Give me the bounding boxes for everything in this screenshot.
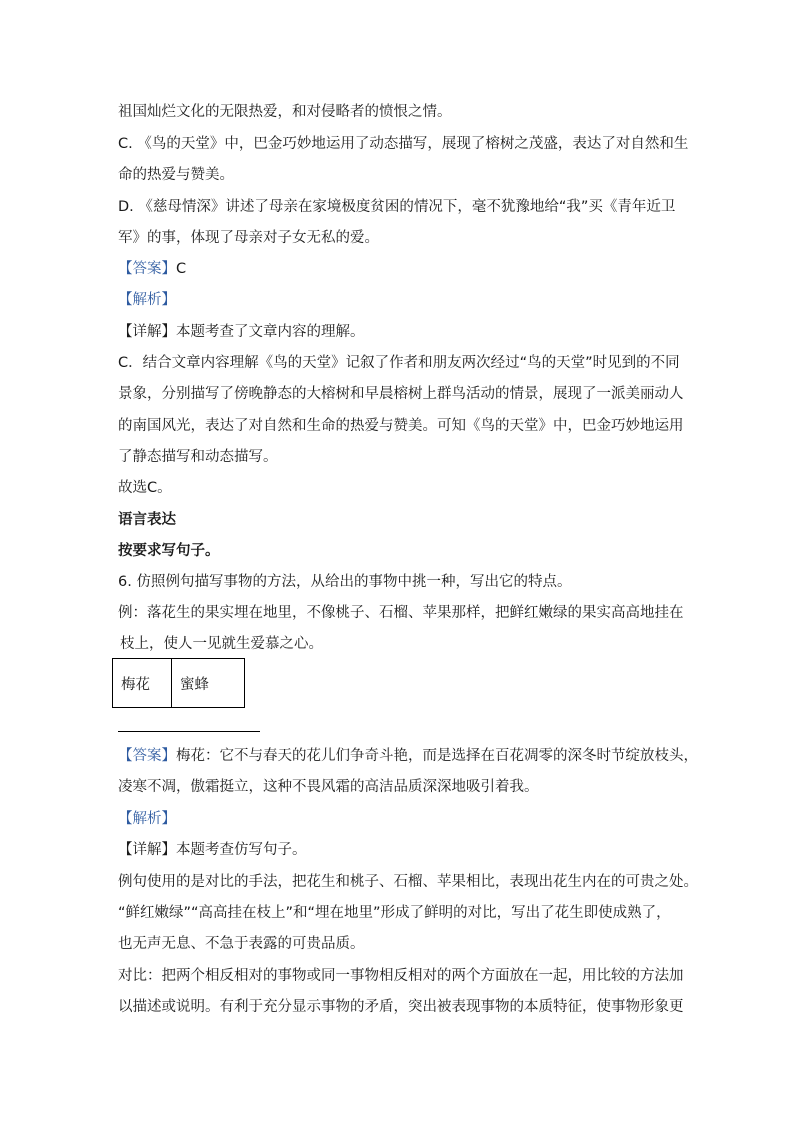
- text-line: [118, 777, 539, 797]
- choice-table: [112, 658, 245, 708]
- choice-cell: 蜜蜂: [172, 659, 245, 708]
- text-line: [118, 478, 172, 498]
- choice-cell: 梅花: [113, 659, 172, 708]
- line-text: D. 《慈母情深》讲述了母亲在家境极度贫困的情况下，毫不犹豫地给“我”买《青年近卫: [118, 199, 676, 215]
- line-text: C．结合文章内容理解《鸟的天堂》记叙了作者和朋友两次经过“鸟的天堂”时见到的不同: [118, 355, 680, 371]
- analysis-tag: 【解析】: [118, 292, 176, 308]
- option-c-line: [118, 134, 688, 154]
- analysis-tag: 【解析】: [118, 811, 176, 827]
- section-heading: [118, 510, 176, 530]
- option-d-line: [118, 197, 675, 217]
- text-line: [118, 997, 684, 1017]
- detail-line: [118, 322, 365, 342]
- answer-value: C: [176, 261, 187, 277]
- analysis-line: [118, 290, 176, 310]
- line-text: 的南国风光，表达了对自然和生命的热爱与赞美。可知《鸟的天堂》中，巴金巧妙地运用: [118, 418, 684, 434]
- answer-tag: 【答案】: [118, 261, 176, 277]
- text-line: [118, 416, 684, 436]
- line-text: 例句使用的是对比的手法，把花生和桃子、石榴、苹果相比，表现出花生内在的可贵之处。: [118, 874, 698, 890]
- analysis-line: [118, 809, 176, 829]
- text-line: [118, 165, 234, 185]
- line-text: 对比：把两个相反相对的事物或同一事物相反相对的两个方面放在一起，用比较的方法加: [118, 968, 684, 984]
- line-text: 例：落花生的果实埋在地里，不像桃子、石榴、苹果那样，把鲜红嫩绿的果实高高地挂在: [118, 605, 684, 621]
- text-line: [118, 447, 278, 467]
- heading-text: 按要求写句子。: [118, 543, 220, 559]
- line-text: 本题考查仿写句子。: [176, 842, 307, 858]
- text-line: [120, 634, 323, 654]
- line-text: 命的热爱与赞美。: [118, 167, 234, 183]
- line-text: 6. 仿照例句描写事物的方法，从给出的事物中挑一种，写出它的特点。: [118, 574, 572, 590]
- answer-tag: 【答案】: [118, 748, 176, 764]
- line-text: 祖国灿烂文化的无限热爱，和对侵略者的愤恨之情。: [118, 104, 452, 120]
- line-text: 故选C。: [118, 480, 172, 496]
- text-line: [118, 966, 684, 986]
- detail-tag: 【详解】: [118, 324, 176, 340]
- heading-text: 语言表达: [118, 512, 176, 528]
- table-row: [113, 659, 245, 708]
- text-line: [118, 102, 452, 122]
- line-text: 枝上，使人一见就生爱慕之心。: [120, 636, 323, 652]
- text-line: [118, 934, 365, 954]
- line-text: 本题考查了文章内容的理解。: [176, 324, 365, 340]
- line-text: 了静态描写和动态描写。: [118, 449, 278, 465]
- line-text: 也无声无息、不急于表露的可贵品质。: [118, 936, 365, 952]
- detail-tag: 【详解】: [118, 842, 176, 858]
- text-line: [118, 228, 379, 248]
- question-line: [118, 572, 571, 592]
- text-line: [118, 903, 671, 923]
- line-text: 以描述或说明。有利于充分显示事物的矛盾，突出被表现事物的本质特征，使事物形象更: [118, 999, 684, 1015]
- text-line: [118, 872, 698, 892]
- answer-line: [118, 259, 186, 279]
- answer-line: [118, 746, 698, 766]
- text-line: [118, 384, 684, 404]
- section-subheading: [118, 541, 220, 561]
- line-text: C. 《鸟的天堂》中，巴金巧妙地运用了动态描写，展现了榕树之茂盛，表达了对自然和生: [118, 136, 689, 152]
- line-text: 凌寒不凋，傲霜挺立，这种不畏风霜的高洁品质深深地吸引着我。: [118, 779, 539, 795]
- line-text: 军》的事，体现了母亲对子女无私的爱。: [118, 230, 379, 246]
- line-text: 景象，分别描写了傍晚静态的大榕树和早晨榕树上群鸟活动的情景，展现了一派美丽动人: [118, 386, 684, 402]
- example-line: [118, 603, 684, 623]
- answer-blank-line: [118, 731, 260, 732]
- text-line: [118, 353, 680, 373]
- line-text: “鲜红嫩绿”“高高挂在枝上”和“埋在地里”形成了鲜明的对比，写出了花生即使成熟了，: [118, 905, 671, 921]
- detail-line: [118, 840, 307, 860]
- answer-value: 梅花：它不与春天的花儿们争奇斗艳，而是选择在百花凋零的深冬时节绽放枝头，: [176, 748, 698, 764]
